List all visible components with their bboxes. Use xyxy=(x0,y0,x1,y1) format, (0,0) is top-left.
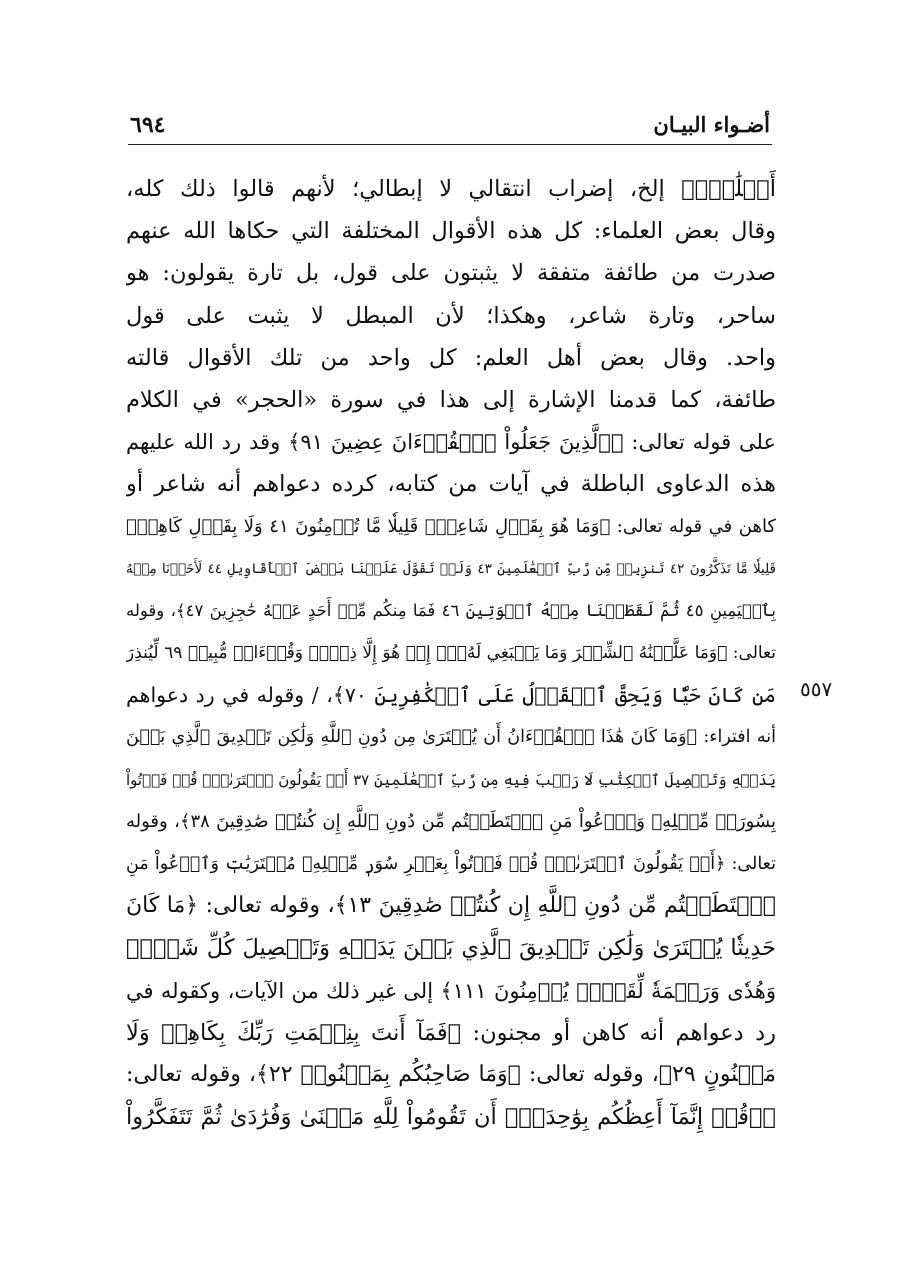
body-text xyxy=(126,168,776,1188)
text-line: يَدَيۡهِ وَتَفۡصِيلَ ٱلۡكِتَٰبِ لَا رَيۡبَ فِيهِ مِن رَّبِّ ٱلۡعَٰلَمِينَ ٣٧ أَمۡ يَقُولُونَ ٱفۡتَرَىٰهُۖ قُلۡ فَأۡتُواْ xyxy=(126,770,776,789)
text-line: قَلِيلٗا مَّا تَذَكَّرُونَ ٤٢ تَنزِيلٞ مِّن رَّبِّ ٱلۡعَٰلَمِينَ ٤٣ وَلَوۡ تَقَوَّلَ عَلَيۡنَا بَعۡضَ ٱلۡأَقَاوِيلِ ٤٤ لَأَخَذۡنَا مِنۡهُ xyxy=(126,560,776,577)
text-line: مَن كَانَ حَيّٗا وَيَحِقَّ ٱلۡقَوۡلُ عَلَى ٱلۡكَٰفِرِينَ ٧٠﴾، / وقوله في رد دعواهم xyxy=(126,683,776,708)
text-line: هذه الدعاوى الباطلة في آيات من كتابه، كرده دعواهم أنه شاعر أو xyxy=(126,471,776,498)
text-line: تعالى: ﴿أَمۡ يَقُولُونَ ٱفۡتَرَىٰهُۖ قُلۡ فَأۡتُواْ بِعَشۡرِ سُوَرٖ مِّثۡلِهِۦ مُفۡتَرَيَٰتٖ وَٱدۡعُواْ مَنِ xyxy=(126,854,776,874)
page-number: ٦٩٤ xyxy=(130,112,166,138)
text-line: صدرت من طائفة متفقة لا يثبتون على قول، بل تارة يقولون: هو xyxy=(126,260,776,287)
page-header xyxy=(128,108,772,145)
text-line: ساحر، وتارة شاعر، وهكذا؛ لأن المبطل لا يثبت على قول xyxy=(126,302,776,329)
text-line: على قوله تعالى: ﴿ٱلَّذِينَ جَعَلُواْ ٱلۡقُرۡءَانَ عِضِينَ ٩١﴾ وقد رد الله عليهم xyxy=(126,430,776,455)
text-line: أنه افتراء: ﴿وَمَا كَانَ هَٰذَا ٱلۡقُرۡءَانُ أَن يُفۡتَرَىٰ مِن دُونِ ٱللَّهِ وَلَٰكِن تَصۡدِيقَ ٱلَّذِي بَيۡنَ xyxy=(126,727,776,748)
text-line: ٱسۡتَطَعۡتُم مِّن دُونِ ٱللَّهِ إِن كُنتُمۡ صَٰدِقِينَ ١٣﴾، وقوله تعالى: ﴿مَا كَانَ xyxy=(126,893,776,919)
text-line: مَجۡنُونٍ ٢٩﴾، وقوله تعالى: ﴿وَمَا صَاحِبُكُم بِمَجۡنُونٖ ٢٢﴾، وقوله تعالى: xyxy=(126,1061,776,1087)
text-line: كاهن في قوله تعالى: ﴿وَمَا هُوَ بِقَوۡلِ شَاعِرٖۚ قَلِيلٗا مَّا تُؤۡمِنُونَ ٤١ وَلَا بِقَوۡلِ كَاهِنٖۚ xyxy=(126,515,776,537)
text-line: طائفة، كما قدمنا الإشارة إلى هذا في سورة «الحجر» في الكلام xyxy=(126,386,776,413)
text-line: بِٱلۡيَمِينِ ٤٥ ثُمَّ لَقَطَعۡنَا مِنۡهُ ٱلۡوَتِينَ ٤٦ فَمَا مِنكُم مِّنۡ أَحَدٍ عَنۡهُ حَٰجِزِينَ ٤٧﴾، وقوله xyxy=(126,600,776,620)
text-line: حَدِيثٗا يُفۡتَرَىٰ وَلَٰكِن تَصۡدِيقَ ٱلَّذِي بَيۡنَ يَدَيۡهِ وَتَفۡصِيلَ كُلِّ شَيۡءٖ xyxy=(126,935,776,962)
text-line: واحد. وقال بعض أهل العلم: كل واحد من تلك الأقوال قالته xyxy=(126,344,776,371)
text-line: أَحۡلَٰمِۭ﴾ إلخ، إضراب انتقالي لا إبطالي؛ لأنهم قالوا ذلك كله، xyxy=(126,176,776,202)
text-line: رد دعواهم أنه كاهن أو مجنون: ﴿فَمَآ أَنتَ بِنِعۡمَتِ رَبِّكَ بِكَاهِنٖ وَلَا xyxy=(126,1019,776,1046)
text-line: ﴿۞قُلۡ إِنَّمَآ أَعِظُكُم بِوَٰحِدَةٍۖ أَن تَقُومُواْ لِلَّهِ مَثۡنَىٰ وَفُرَٰدَىٰ ثُمَّ تَتَفَكَّرُواْ xyxy=(126,1104,776,1131)
running-title: أضـواء البيـان xyxy=(653,112,770,137)
text-line: وقال بعض العلماء: كل هذه الأقوال المختلفة التي حكاها الله عنهم xyxy=(126,218,776,245)
text-line: تعالى: ﴿وَمَا عَلَّمۡنَٰهُ ٱلشِّعۡرَ وَمَا يَنۢبَغِي لَهُۥٓۚ إِنۡ هُوَ إِلَّا ذِكۡرٞ وَقُرۡءَانٞ مُّبِينٞ ٦٩ لِّيُنذِرَ xyxy=(126,643,776,664)
margin-page-reference: ٥٥٧ xyxy=(800,677,833,701)
text-line: بِسُورَةٖ مِّثۡلِهِۦ وَٱدۡعُواْ مَنِ ٱسۡتَطَعۡتُم مِّن دُونِ ٱللَّهِ إِن كُنتُمۡ صَٰدِقِينَ ٣٨﴾، وقوله xyxy=(126,810,776,832)
text-line: وَهُدٗى وَرَحۡمَةٗ لِّقَوۡمٖ يُؤۡمِنُونَ ١١١﴾ إلى غير ذلك من الآيات، وكقوله في xyxy=(126,978,776,1003)
